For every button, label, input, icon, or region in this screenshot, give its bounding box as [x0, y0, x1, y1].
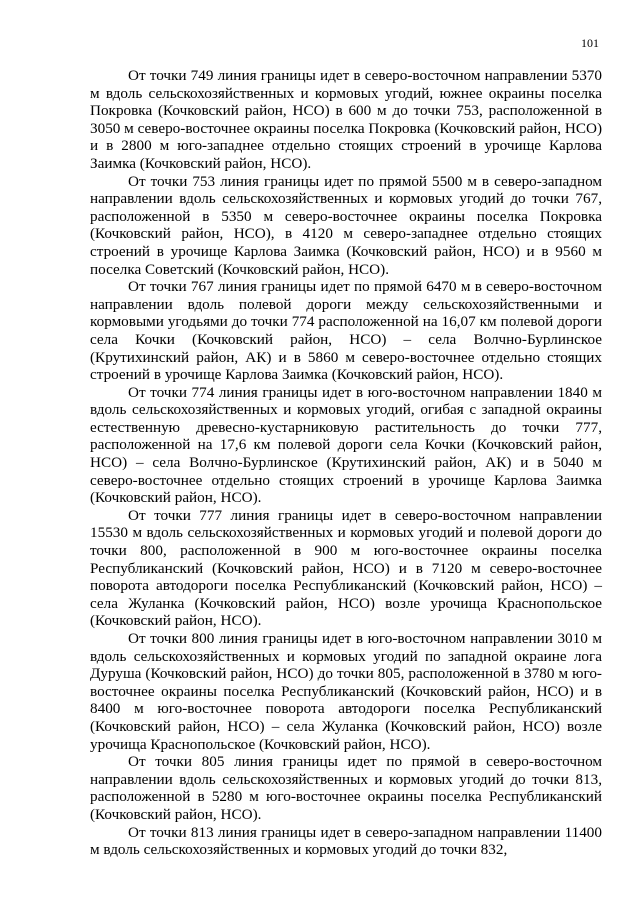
paragraph: От точки 813 линия границы идет в северо-западном направлении 11400 м вдоль сельскохозяйственных и кормовых угодий до точки 832, — [90, 823, 602, 859]
page-number: 101 — [581, 36, 599, 50]
paragraph: От точки 749 линия границы идет в северо-восточном направлении 5370 м вдоль сельскохозяйственных и кормовых угодий, южнее окраины поселка Покровка (Кочковский район, НСО) в 600 м до точки 753, расположенной в 3050 м северо-восточнее окраины поселка Покровка (Кочковский район, НСО) и в 2800 м юго-западнее отдельно стоящих строений в урочище Карлова Заимка (Кочковский район, НСО). — [90, 67, 602, 172]
paragraph: От точки 805 линия границы идет по прямой в северо-восточном направлении вдоль сельскохозяйственных и кормовых угодий до точки 813, расположенной в 5280 м юго-восточнее окраины поселка Республиканский (Кочковский район, НСО). — [90, 753, 602, 823]
paragraph: От точки 753 линия границы идет по прямой 5500 м в северо-западном направлении вдоль сельскохозяйственных и кормовых угодий до точки 767, расположенной в 5350 м северо-восточнее окраины поселка Покровка (Кочковский район, НСО), в 4120 м северо-западнее отдельно стоящих строений в урочище Карлова Заимка (Кочковский район, НСО) и в 9560 м поселка Советский (Кочковский район, НСО). — [90, 172, 602, 278]
paragraph: От точки 800 линия границы идет в юго-восточном направлении 3010 м вдоль сельскохозяйственных и кормовых угодий по западной окраине лога Дуруша (Кочковский район, НСО) до точки 805, расположенной в 3780 м юго-восточнее окраины поселка Республиканский (Кочковский район, НСО) и в 8400 м юго-восточнее поворота автодороги поселка Республиканский (Кочковский район, НСО) – села Жуланка (Кочковский район, НСО) возле урочища Краснопольское (Кочковский район, НСО). — [90, 630, 602, 753]
body-text — [90, 67, 602, 859]
paragraph: От точки 777 линия границы идет в северо-восточном направлении 15530 м вдоль сельскохозяйственных и кормовых угодий и полевой дороги до точки 800, расположенной в 900 м юго-восточнее окраины поселка Республиканский (Кочковский район, НСО) и в 7120 м северо-восточнее поворота автодороги поселка Республиканский (Кочковский район, НСО) – села Жуланка (Кочковский район, НСО) возле урочища Краснопольское (Кочковский район, НСО). — [90, 506, 602, 630]
paragraph: От точки 774 линия границы идет в юго-восточном направлении 1840 м вдоль сельскохозяйственных и кормовых угодий, огибая с западной окраины естественную древесно-кустарниковую растительность до точки 777, расположенной на 17,6 км полевой дороги села Кочки (Кочковский район, НСО) – села Волчно-Бурлинское (Крутихинский район, АК) и в 5040 м северо-восточнее отдельно стоящих строений в урочище Карлова Заимка (Кочковский район, НСО). — [90, 383, 602, 507]
paragraph: От точки 767 линия границы идет по прямой 6470 м в северо-восточном направлении вдоль полевой дороги между сельскохозяйственными и кормовыми угодьями до точки 774 расположенной на 16,07 км полевой дороги села Кочки (Кочковский район, НСО) – села Волчно-Бурлинское (Крутихинский район, АК) и в 5860 м северо-восточнее отдельно стоящих строений в урочище Карлова Заимка (Кочковский район, НСО). — [90, 278, 602, 384]
